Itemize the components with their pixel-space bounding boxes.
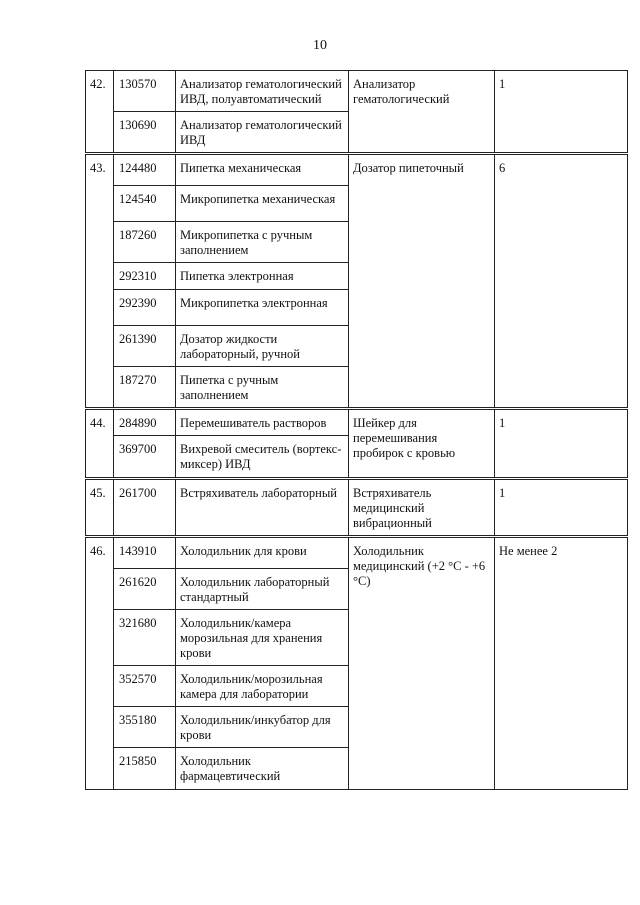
item-name: Холодильник для крови <box>176 537 349 569</box>
quantity: 6 <box>495 154 628 409</box>
quantity: Не менее 2 <box>495 537 628 790</box>
item-name: Анализатор гематологический ИВД, полуавтоматический <box>176 71 349 112</box>
item-code: 292310 <box>114 263 176 290</box>
item-code: 124480 <box>114 154 176 186</box>
table-row <box>86 409 628 436</box>
item-code: 187260 <box>114 222 176 263</box>
item-name: Холодильник/инкубатор для крови <box>176 707 349 748</box>
item-name: Холодильник/морозильная камера для лаборатории <box>176 666 349 707</box>
item-code: 261390 <box>114 326 176 367</box>
item-number: 46. <box>86 537 114 790</box>
item-code: 292390 <box>114 290 176 326</box>
table-row <box>86 71 628 112</box>
quantity: 1 <box>495 71 628 154</box>
item-number: 45. <box>86 479 114 537</box>
item-name: Пипетка электронная <box>176 263 349 290</box>
item-code: 261700 <box>114 479 176 537</box>
item-name: Холодильник фармацевтический <box>176 748 349 790</box>
item-name: Микропипетка электронная <box>176 290 349 326</box>
item-name: Встряхиватель лабораторный <box>176 479 349 537</box>
item-name: Пипетка механическая <box>176 154 349 186</box>
item-number: 44. <box>86 409 114 479</box>
item-name: Вихревой смеситель (вортекс-миксер) ИВД <box>176 436 349 479</box>
group-name: Анализатор гематологический <box>349 71 495 154</box>
quantity: 1 <box>495 409 628 479</box>
item-name: Микропипетка механическая <box>176 186 349 222</box>
item-number: 42. <box>86 71 114 154</box>
table-row <box>86 537 628 569</box>
group-name: Дозатор пипеточный <box>349 154 495 409</box>
item-code: 215850 <box>114 748 176 790</box>
item-name: Анализатор гематологический ИВД <box>176 112 349 154</box>
item-code: 187270 <box>114 367 176 409</box>
quantity: 1 <box>495 479 628 537</box>
page-number: 10 <box>313 38 327 53</box>
item-name: Микропипетка с ручным заполнением <box>176 222 349 263</box>
item-code: 124540 <box>114 186 176 222</box>
item-name: Холодильник/камера морозильная для хранения крови <box>176 610 349 666</box>
group-name: Встряхиватель медицинский вибрационный <box>349 479 495 537</box>
item-code: 261620 <box>114 569 176 610</box>
item-number: 43. <box>86 154 114 409</box>
table-row <box>86 154 628 186</box>
item-code: 369700 <box>114 436 176 479</box>
item-code: 355180 <box>114 707 176 748</box>
table-row <box>86 479 628 537</box>
item-code: 284890 <box>114 409 176 436</box>
item-code: 352570 <box>114 666 176 707</box>
item-name: Холодильник лабораторный стандартный <box>176 569 349 610</box>
item-code: 321680 <box>114 610 176 666</box>
equipment-table <box>85 70 628 790</box>
item-code: 130570 <box>114 71 176 112</box>
item-code: 130690 <box>114 112 176 154</box>
group-name: Шейкер для перемешивания пробирок с кровью <box>349 409 495 479</box>
item-name: Перемешиватель растворов <box>176 409 349 436</box>
group-name: Холодильник медицинский (+2 °С - +6 °С) <box>349 537 495 790</box>
item-name: Пипетка с ручным заполнением <box>176 367 349 409</box>
item-code: 143910 <box>114 537 176 569</box>
item-name: Дозатор жидкости лабораторный, ручной <box>176 326 349 367</box>
